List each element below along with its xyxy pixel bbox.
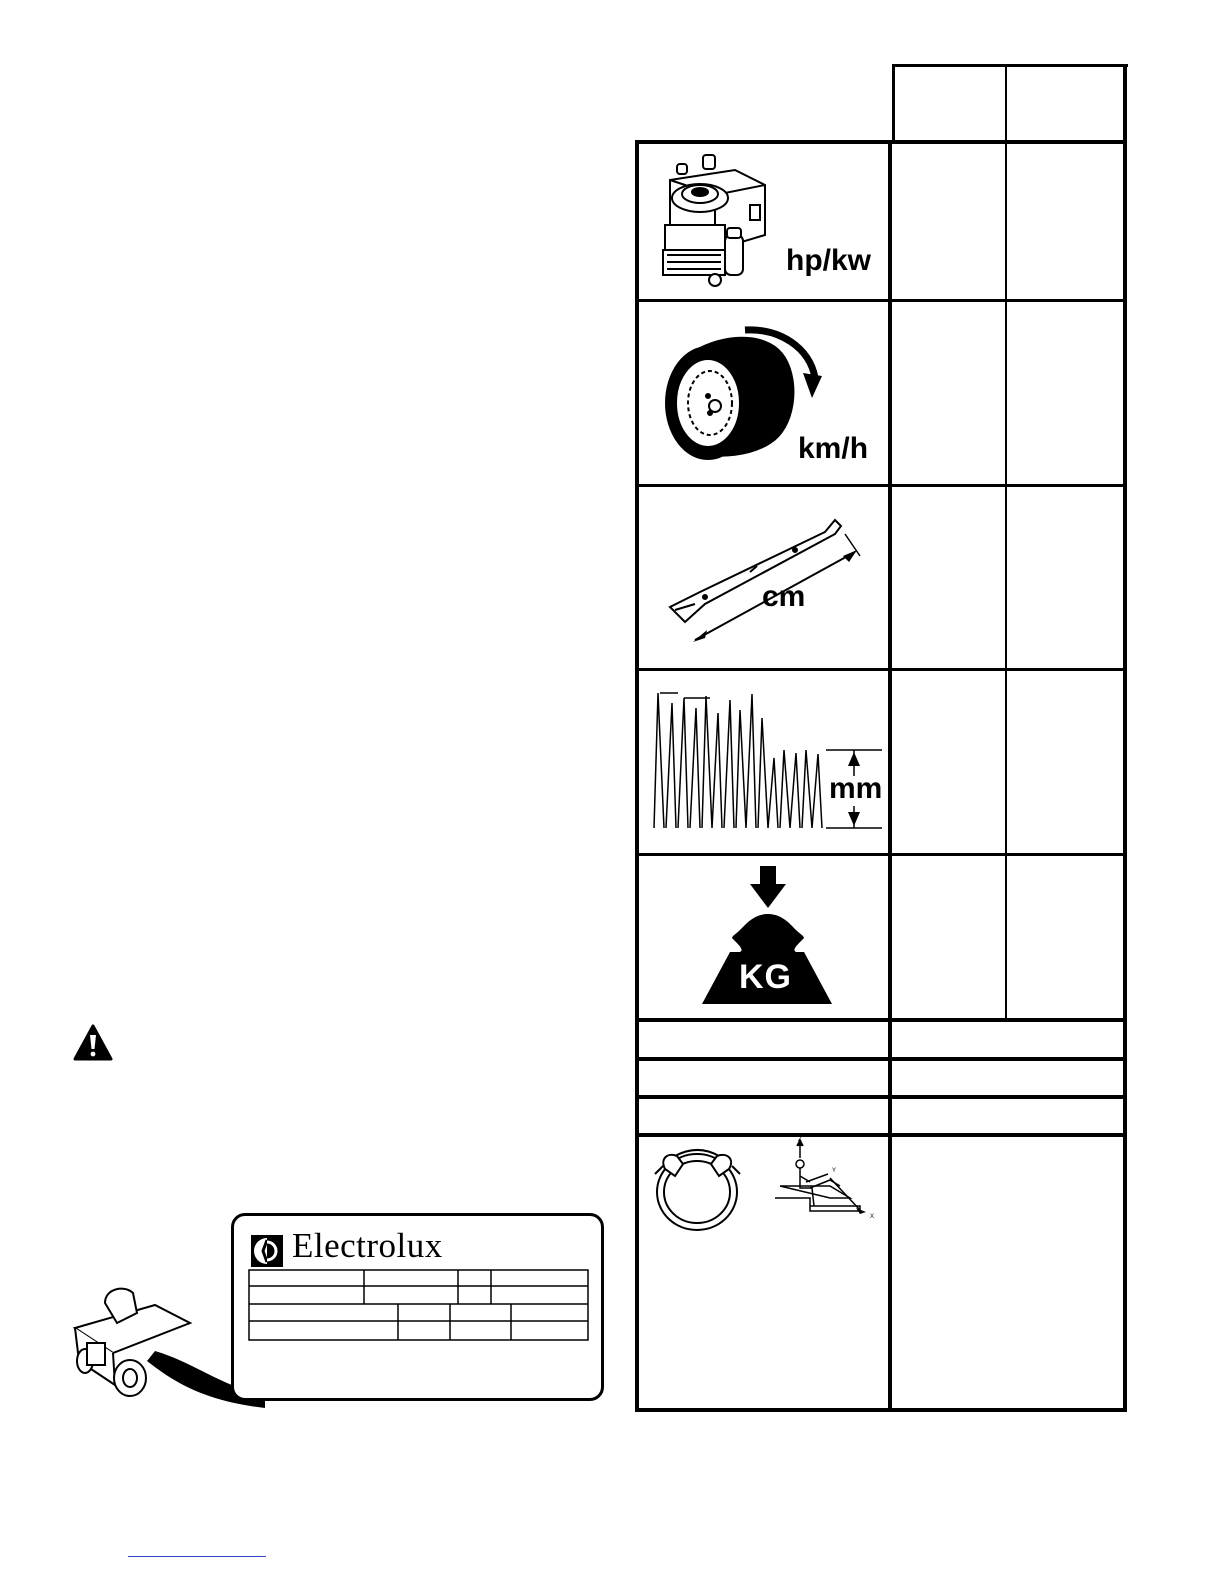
electrolux-logo-icon	[250, 1234, 284, 1268]
engine-icon	[655, 150, 775, 295]
footer-link-underline[interactable]	[128, 1556, 266, 1557]
seated-operator-axes-icon	[770, 1136, 880, 1226]
rating-plate	[231, 1213, 604, 1401]
axis-y-label: Y	[832, 1168, 837, 1174]
unit-kg: KG	[739, 958, 792, 996]
steering-wheel-hands-icon	[645, 1144, 750, 1234]
unit-cm: cm	[762, 580, 806, 613]
unit-mm: mm	[829, 772, 883, 805]
unit-km-h: km/h	[798, 432, 869, 465]
rating-plate-fields	[248, 1269, 589, 1341]
warning-triangle-icon	[73, 1024, 113, 1062]
axis-z-label: Z	[798, 1137, 802, 1143]
brand-name: Electrolux	[292, 1226, 443, 1265]
axis-x-label: X	[870, 1214, 875, 1220]
grass-height-icon	[650, 688, 890, 838]
unit-hp-kw: hp/kw	[786, 244, 872, 277]
